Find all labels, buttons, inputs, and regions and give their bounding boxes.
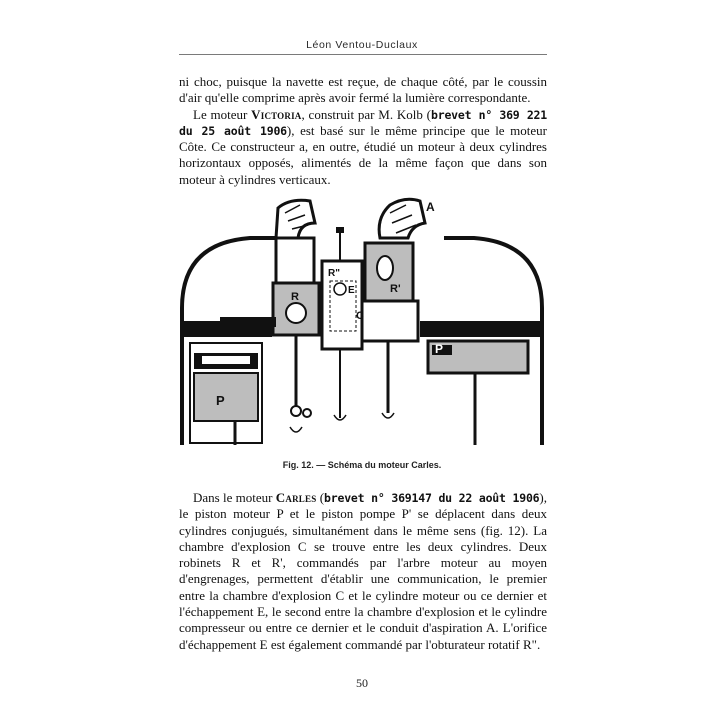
- p2-text-after: ), est basé sur le même principe que le moteur Côte. Ce constructeur a, en outre, étudié un moteur à deux cylindres horizontaux opposés, alimentés de la même façon que dans son moteur à cylindres verticaux.: [179, 122, 547, 187]
- label-E: E: [348, 285, 355, 296]
- p3-text-after: ), le piston moteur P et le piston pompe P' se déplacent dans deux cylindres conjugués, simultanément dans le même sens (fig. 12). La chambre d'explosion C se trouve entre les deux cylindres. Deux robinets R et R', commandés par l'arbre moteur au moyen d'engrenages, permettent d'établir une communication, le premier entre la chambre d'explosion C et le cylindre moteur ou ce dernier et l'échappement E, le second entre la chambre d'explosion et le cylindre compresseur ou entre ce dernier et le conduit d'aspiration A. L'orifice d'échappement E est également commandé par l'obturateur rotatif R".: [179, 490, 548, 652]
- header-rule: [179, 54, 547, 55]
- paragraph-3: [179, 490, 547, 653]
- right-cylinder-head: [420, 321, 542, 337]
- text-block-top: [179, 74, 547, 188]
- text-block-bottom: [179, 490, 547, 653]
- valve-R-port: [286, 303, 306, 323]
- patent-reference-victoria: brevet n° 369 221 du 25 août 1906: [179, 107, 547, 138]
- p2-text-before: Le moteur: [193, 106, 252, 122]
- exhaust-valve-R-double: [334, 283, 346, 295]
- label-R-prime: R': [390, 283, 401, 295]
- rotation-arrow-left-icon: [290, 427, 302, 432]
- label-A: A: [426, 200, 435, 214]
- running-header: Léon Ventou-Duclaux: [306, 39, 418, 51]
- label-P-prime: P: [435, 342, 444, 356]
- patent-reference-carles: brevet n° 369147 du 22 août 1906: [324, 491, 540, 505]
- right-valve-lower-housing: [360, 301, 418, 341]
- label-C: C: [356, 310, 364, 322]
- left-head-extension: [220, 317, 276, 327]
- valve-R-prime-port: [377, 256, 393, 280]
- label-P: P: [216, 393, 225, 408]
- p3-text-before: Dans le moteur: [193, 490, 276, 505]
- top-spindle-cap: [336, 227, 344, 233]
- label-R-double: R": [328, 268, 340, 279]
- left-piston-ring-gap: [202, 356, 250, 364]
- brand-carles: Carles: [275, 490, 317, 505]
- brand-victoria: Victoria: [251, 106, 302, 122]
- label-R: R: [291, 291, 299, 303]
- figure-caption: Fig. 12. — Schéma du moteur Carles.: [282, 460, 442, 470]
- rotation-arrow-right-icon: [382, 413, 394, 418]
- gear-left-small: [303, 409, 311, 417]
- piston-P: [194, 373, 258, 421]
- gear-left: [291, 406, 301, 416]
- engine-diagram-svg: [180, 193, 544, 445]
- p2-text-mid: , construit par M. Kolb (: [301, 106, 432, 122]
- engine-diagram: [180, 193, 544, 445]
- paragraph-1: ni choc, puisque la navette est reçue, de chaque côté, par le coussin d'air qu'elle comprime après avoir fermé la lumière correspondante.: [179, 74, 547, 106]
- page-number: 50: [356, 676, 368, 690]
- paragraph-2: [179, 107, 547, 188]
- p3-text-mid: (: [316, 490, 325, 505]
- left-top-duct: [276, 200, 315, 238]
